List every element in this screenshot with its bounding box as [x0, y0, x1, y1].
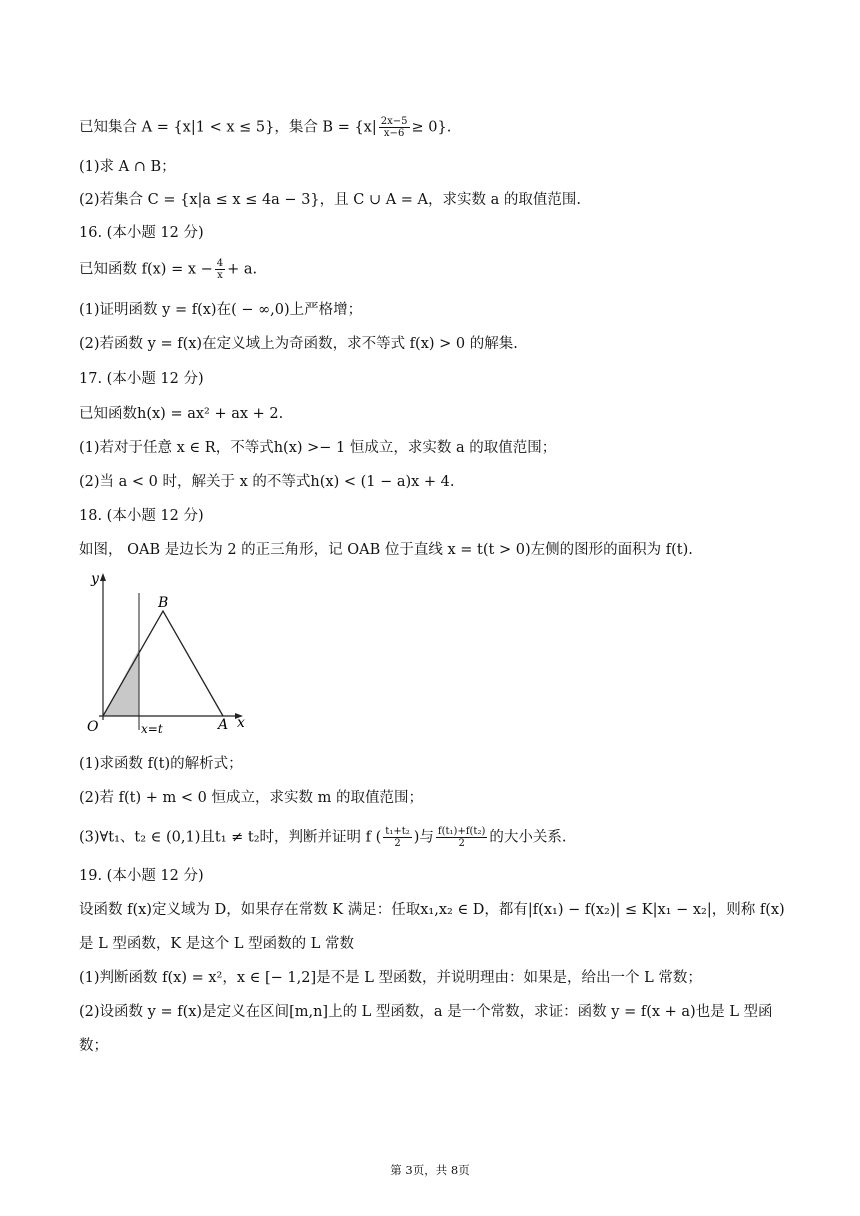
- problem17-header: 17. (本小题 12 分): [79, 371, 204, 387]
- triangle-figure: [79, 565, 259, 745]
- page-footer: 第 3页，共 8页: [390, 1163, 470, 1177]
- problem18-q1: (1)求函数 f(t)的解析式；: [79, 756, 243, 772]
- problem16-header: 16. (本小题 12 分): [79, 225, 204, 241]
- problem18-q3: (3)∀t₁、t₂ ∈ (0,1)且t₁ ≠ t₂时，判断并证明 f ( $\frac{\text{t₁+t₂}}{2}$ )与 $\frac{\text{f(t₁)+f(t₂)}}{2}$ 的大小关系.: [79, 826, 567, 849]
- problem18-intro: 如图， OAB 是边长为 2 的正三角形，记 OAB 位于直线 x = t(t > 0)左侧的图形的面积为 f(t).: [79, 542, 693, 558]
- fraction: $\frac{4}{x}$: [216, 258, 224, 281]
- problem19-q2-line2: 数；: [79, 1038, 108, 1054]
- problem19-q2-line1: (2)设函数 y = f(x)是定义在区间[m,n]上的 L 型函数，a 是一个常数，求证：函数 y = f(x + a)也是 L 型函: [79, 1004, 773, 1020]
- problem15-intro: 已知集合 A = {x|1 < x ≤ 5}，集合 B = {x| $\frac{2x-5}{x-6}$ ≥ 0}.: [79, 116, 452, 139]
- problem17-q1: (1)若对于任意 x ∈ R，不等式h(x) >− 1 恒成立，求实数 a 的取值范围；: [79, 440, 557, 456]
- y-axis-arrow: [100, 573, 106, 581]
- problem19-q1: (1)判断函数 f(x) = x²，x ∈ [− 1,2]是不是 L 型函数，并说明理由：如果是，给出一个 L 常数；: [79, 970, 702, 986]
- problem16-q1: (1)证明函数 y = f(x)在( − ∞,0)上严格增；: [79, 302, 363, 318]
- problem19-header: 19. (本小题 12 分): [79, 868, 204, 884]
- problem15-q2: (2)若集合 C = {x|a ≤ x ≤ 4a − 3}，且 C ∪ A = A，求实数 a 的取值范围.: [79, 192, 581, 208]
- label-y: y: [91, 571, 99, 587]
- fraction: $\frac{2x-5}{x-6}$: [380, 116, 408, 139]
- problem19-intro-2: 是 L 型函数，K 是这个 L 型函数的 L 常数: [79, 936, 354, 952]
- problem19-intro-1: 设函数 f(x)定义域为 D，如果存在常数 K 满足：任取x₁,x₂ ∈ D，都有|f(x₁) − f(x₂)| ≤ K|x₁ − x₂|，则称 f(x): [79, 902, 785, 918]
- fraction: $\frac{\text{t₁+t₂}}{2}$: [385, 826, 410, 849]
- label-b: B: [158, 595, 169, 611]
- problem16-intro: 已知函数 f(x) = x − $\frac{4}{x}$ + a.: [79, 258, 258, 281]
- label-o: O: [87, 719, 99, 735]
- problem17-intro: 已知函数h(x) = ax² + ax + 2.: [79, 406, 284, 422]
- problem18-q2: (2)若 f(t) + m < 0 恒成立，求实数 m 的取值范围；: [79, 790, 423, 806]
- problem16-q2: (2)若函数 y = f(x)在定义域上为奇函数，求不等式 f(x) > 0 的解集.: [79, 336, 518, 352]
- problem15-q1: (1)求 A ∩ B；: [79, 159, 176, 175]
- fraction: $\frac{\text{f(t₁)+f(t₂)}}{2}$: [437, 826, 486, 849]
- problem18-header: 18. (本小题 12 分): [79, 508, 204, 524]
- label-x-equals-t: x=t: [141, 722, 163, 736]
- problem17-q2: (2)当 a < 0 时，解关于 x 的不等式h(x) < (1 − a)x + 4.: [79, 474, 455, 490]
- label-x: x: [237, 715, 245, 731]
- label-a: A: [218, 717, 229, 733]
